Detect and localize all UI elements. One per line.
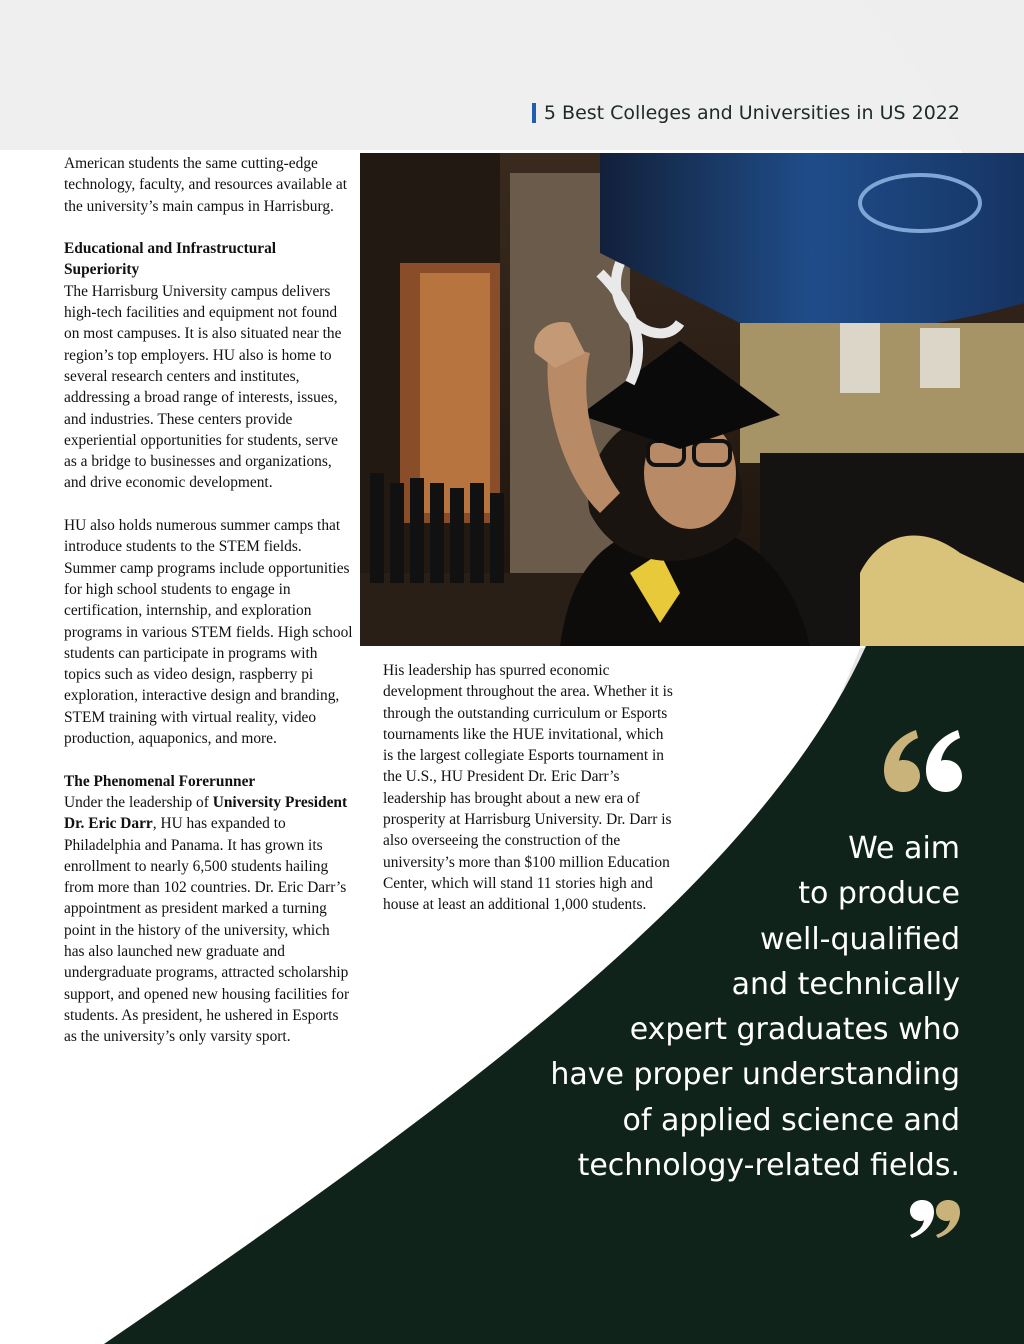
header-accent-bar — [532, 103, 536, 123]
header-title: 5 Best Colleges and Universities in US 2022 — [543, 102, 960, 124]
quote-line: expert graduates who — [629, 1012, 960, 1048]
graduation-photo — [360, 153, 1024, 646]
pull-quote — [500, 826, 960, 1188]
paragraph-leadership — [64, 792, 354, 1048]
quote-line: of applied science and — [622, 1102, 960, 1138]
paragraph-economic-development: His leadership has spurred economic development throughout the area. Whether it is through the outstanding curriculum or Esports tournaments like the HUE invitational, which is the largest collegiate Esports tournament in the U.S., HU President Dr. Eric Darr’s leadership has brought about a new era of prosperity at Harrisburg University. Dr. Darr is also overseeing the construction of the university’s more than $100 million Education Center, which will stand 11 stories high and house at least an additional 1,000 students. — [383, 662, 673, 914]
paragraph-summer-camps: HU also holds numerous summer camps that introduce students to the STEM fields. Summer camp programs include opportunities for high school students to engage in certification, internship, and exploration programs in various STEM fields. High school students can participate in programs with topics such as video design, raspberry pi exploration, interactive design and branding, STEM training with virtual reality, video production, aquaponics, and more. — [64, 517, 353, 748]
president-name: University President Dr. Eric Darr — [64, 793, 348, 833]
light-gray-band — [0, 0, 960, 150]
quote-line: well-qualified — [760, 921, 960, 957]
quote-line: and technically — [731, 966, 960, 1002]
paragraph-intro: American students the same cutting-edge technology, faculty, and resources available at the university’s main campus in Harrisburg. — [64, 155, 348, 215]
quote-line: We aim — [848, 831, 960, 866]
heading-phenomenal-forerunner: The Phenomenal Forerunner — [64, 772, 256, 790]
leadership-text-start: Under the leadership of — [64, 793, 213, 811]
page-header — [532, 102, 960, 124]
leadership-text-end: , HU has expanded to Philadelphia and Panama. It has grown its enrollment to nearly 6,500 students hailing from more than 102 countries. Dr. Eric Darr’s appointment as president marked a turning point in the history of the university, which has also launched new graduate and undergraduate programs, attracted scholarship support, and opened new housing facilities for students. As president, he ushered in Esports as the university’s only varsity sport. — [64, 815, 350, 1046]
quote-line: have proper understanding — [550, 1057, 960, 1093]
quote-line: technology-related fields. — [577, 1148, 960, 1184]
close-quote-icon — [908, 1198, 962, 1242]
open-quote-icon — [880, 726, 962, 794]
quote-line: to produce — [798, 876, 960, 912]
paragraph-campus: The Harrisburg University campus delivers high-tech facilities and equipment not found on most campuses. It is also situated near the region’s top employers. HU also is home to several research centers and institutes, addressing a broad range of interests, issues, and industries. These centers provide experiential opportunities for students, serve as a bridge to businesses and organizations, and drive economic development. — [64, 282, 342, 492]
article-column-left — [64, 153, 354, 1047]
heading-educational-superiority: Educational and Infrastructural Superiority — [64, 240, 277, 279]
